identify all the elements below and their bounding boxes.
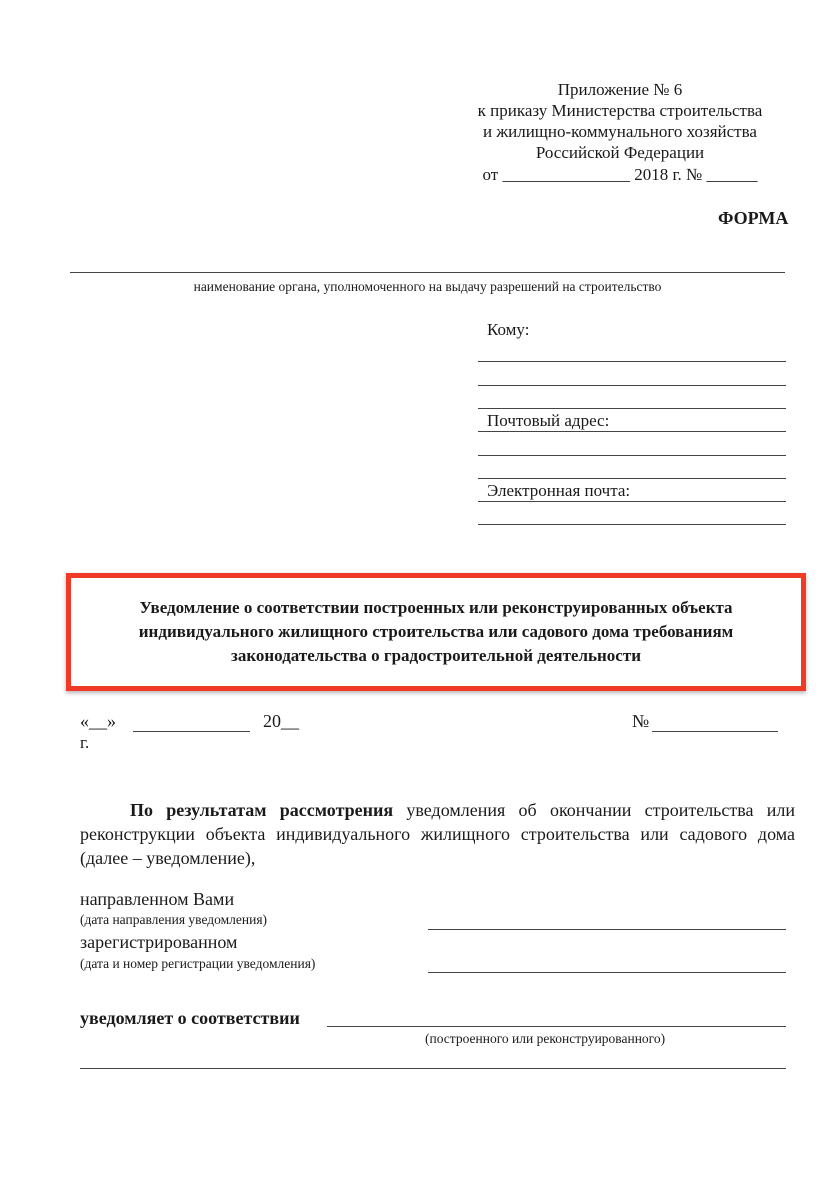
header-line-1: Приложение № 6 [557, 80, 683, 99]
date-day: «__» [80, 711, 116, 731]
sent-label: направленном Вами [80, 889, 235, 909]
to-line-2[interactable] [478, 385, 786, 386]
date-year: 20__ [263, 711, 299, 731]
header-line-4: Российской Федерации [535, 143, 705, 162]
header-line-2: к приказу Министерства строительства [477, 101, 763, 120]
to-label: Кому: [487, 320, 530, 339]
sent-date-line[interactable] [428, 929, 786, 930]
form-label: ФОРМА [718, 208, 789, 228]
object-line[interactable] [80, 1068, 786, 1069]
sent-caption: (дата направления уведомления) [80, 912, 268, 927]
header-order-date-line: от _______________ 2018 г. № ______ [482, 165, 758, 184]
number-label: № [632, 711, 650, 731]
body-lead-rest: уведомления об окончании строительства или реконструкции объекта индивидуального жилищного строительства или садового дома (далее – уведомление), [80, 800, 796, 868]
to-line-3[interactable] [478, 408, 786, 409]
email-line-2[interactable] [478, 524, 786, 525]
notifies-caption: (построенного или реконструированного) [425, 1031, 666, 1046]
email-line-1[interactable] [478, 501, 786, 502]
header-line-3: и жилищно-коммунального хозяйства [483, 122, 757, 141]
to-line-1[interactable] [478, 361, 786, 362]
postal-line-3[interactable] [478, 478, 786, 479]
postal-label: Почтовый адрес: [487, 411, 610, 430]
date-year-suffix: г. [80, 733, 90, 752]
registered-line[interactable] [428, 972, 786, 973]
notifies-label: уведомляет о соответствии [80, 1008, 300, 1028]
notifies-line[interactable] [327, 1026, 786, 1027]
highlight-box [66, 573, 806, 691]
postal-line-1[interactable] [478, 431, 786, 432]
authority-caption: наименование органа, уполномоченного на выдачу разрешений на строительство [193, 279, 662, 294]
date-month-line[interactable] [133, 731, 250, 732]
number-line[interactable] [652, 731, 778, 732]
authority-line[interactable] [70, 272, 785, 273]
body-paragraph [80, 798, 795, 870]
postal-line-2[interactable] [478, 455, 786, 456]
registered-label: зарегистрированном [80, 932, 238, 952]
body-lead-bold: По результатам рассмотрения [130, 800, 394, 820]
email-label: Электронная почта: [487, 481, 631, 500]
registered-caption: (дата и номер регистрации уведомления) [80, 956, 316, 971]
document-title: Уведомление о соответствии построенных или реконструированных объекта индивидуального жилищного строительства или садового дома требованиям законодательства о градостроительной деятельности [138, 598, 734, 665]
